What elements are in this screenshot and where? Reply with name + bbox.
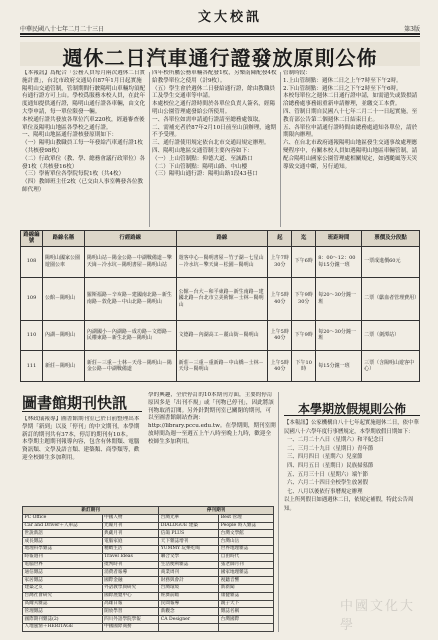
- periodical-cell: Car and Driver＋人車誌: [23, 522, 103, 530]
- table-row: [21, 277, 420, 320]
- table-row: [23, 514, 274, 522]
- periodical-cell: People 時人雜誌: [219, 522, 274, 530]
- periodical-cell: CA Designer: [159, 616, 219, 624]
- route-number: 108: [21, 246, 43, 277]
- route-number: 111: [21, 351, 43, 382]
- holiday-title: 本學期放假規則公佈: [284, 400, 420, 416]
- table-row: [23, 608, 274, 616]
- article-paragraph: 一、各單位如需申請通行證請至總務處領取。: [152, 116, 264, 123]
- column-divider: [280, 72, 281, 227]
- periodical-cell: 聯合文學: [159, 553, 219, 561]
- library-section-title: 圖書館期刊快訊: [22, 392, 142, 412]
- periodicals-table: [22, 506, 274, 632]
- periodical-cell: 新新聞: [219, 584, 274, 592]
- periodical-cell: 國際展覽中心: [102, 592, 159, 600]
- library-paragraph: 【林政儀報導】圖書館期刊室已於日前整理出本學期「新到」以及「停刊」的中文期刊，本學期新訂的期刊共有37本，停訂的期刊有10本。: [22, 416, 140, 438]
- periodical-cell: 時報週刊: [23, 553, 103, 561]
- article-paragraph: 六、在台北市政府通報陽明山地區發生交通事故處理應變程序中，有關本校人員如遇陽明山地區車輛管制，請配合陽明山國家公園管理處相關規定，如遇颱風等天災導致交通中斷，另行通知。: [283, 140, 418, 170]
- holiday-item: 五、五月三十日（星期六）端午節: [287, 471, 368, 478]
- article-column-3: [283, 70, 418, 230]
- periodical-cell: 商業周刊: [159, 569, 219, 577]
- periodical-cell: 國際期刊雜誌(2): [23, 616, 103, 624]
- library-paragraph: 本學期主題期刊報導內容，包含有休閒類、電腦資訊類、文學及語言類、建築類、商學類等，歡迎全校師生多加利用。: [22, 439, 140, 461]
- periodical-cell: 台灣社會研究: [23, 592, 103, 600]
- table-row: [23, 616, 274, 624]
- article-paragraph: 四年校所屬公務車輛各配發1枚，另樂南陳配發4枚給教學單位之使用（計9枚）。: [152, 70, 277, 84]
- article-column-2: [152, 70, 277, 230]
- periodical-cell: 四川外語學院學報: [102, 616, 159, 624]
- paper-name: 文大校訊: [197, 10, 262, 25]
- periodical-cell: DIALOGUE 建築: [159, 522, 219, 530]
- route-path: 內湖國小－內湖路－成功路－文德路－民權東路－新生北路－陽明山: [84, 320, 176, 351]
- route-fare: 一票成進價60元: [362, 246, 420, 277]
- article-paragraph: （一）陽明山教職員工每一年發給汽車通行證1枚（共核發98枚）: [22, 140, 144, 154]
- periodical-cell: 親子天下: [219, 600, 274, 608]
- table-header: 起: [268, 231, 292, 247]
- table-row: [21, 351, 420, 382]
- periodical-cell: 光碟月刊: [102, 522, 159, 530]
- route-fare: 二票（劍潭站）: [362, 320, 420, 351]
- periodical-cell: 消費者報導: [102, 569, 159, 577]
- route-name: 新莊－陽明山: [42, 351, 84, 382]
- bus-schedule-table: [20, 230, 420, 382]
- route-frequency: 每15分鐘一班: [316, 351, 362, 382]
- table-row: [23, 584, 274, 592]
- periodical-cell: 台灣環境: [159, 584, 219, 592]
- article-paragraph: 四、管制日期自民國八十七年二月二十一日起實施，至教育部公告第二個週休二日結束日止。: [283, 108, 418, 123]
- article-paragraph: 二、需補充者於87年2月10日前至山頂辦理，逾期不予受理。: [152, 124, 277, 139]
- table-header: 路線名稱: [42, 231, 84, 247]
- article-paragraph: 1.上山管制點：週休二日之上午7時至下午2時。: [283, 77, 402, 84]
- periodical-cell: 雜誌名稱: [219, 608, 274, 616]
- article-paragraph: （二）行政單位（教、學、總務會議行政單位）各發1枚（共核發16枚）: [22, 155, 146, 170]
- main-headline: 週休二日汽車通行證發放原則公佈: [20, 42, 420, 66]
- periodical-cell: YUMMY 玩樂吃喝: [159, 545, 219, 553]
- periodical-cell: 高雄日報: [102, 600, 159, 608]
- article-paragraph: 管制時段：: [283, 70, 311, 76]
- periodical-cell: 精緻生活: [102, 545, 159, 553]
- periodical-cell: 信鴿 PLUS: [159, 530, 219, 538]
- holiday-item: 六、六月二十四日全校學生放暑假: [287, 480, 368, 487]
- periodical-cell: 人地風情＋HERITAGE: [23, 623, 103, 631]
- table-row: [23, 577, 274, 585]
- article-paragraph: （一）上山管制點：仰德大道、至誠路口: [152, 155, 253, 162]
- periodical-cell: 財務與會計: [159, 577, 219, 585]
- masthead: [20, 6, 420, 38]
- table-header-row: [23, 507, 274, 515]
- periodical-cell: 民間報導: [159, 600, 219, 608]
- route-start: 上午5時40分: [268, 320, 292, 351]
- table-header: 行經路線: [84, 231, 176, 247]
- table-header: 票價及分段點: [362, 231, 420, 247]
- table-row: [21, 320, 420, 351]
- issue-date: 中華民國八十七年二月二十三日: [20, 26, 105, 33]
- route-end: 下午10時: [292, 351, 316, 382]
- periodical-cell: 高爾夫雜誌: [23, 600, 103, 608]
- periodical-cell: 世界地理雜誌: [219, 545, 274, 553]
- periodical-cell: 經濟前瞻: [159, 592, 219, 600]
- article-paragraph: 本校每單位之週休二日通行證申請，如需遺失或毀損請洽總務處事務組重新申請辦理，並繳交工本費。: [283, 93, 418, 108]
- article-paragraph: （四）教師班主任2枚（已交由人事室轉發各位教師代理）: [22, 179, 144, 193]
- article-paragraph: （三）學術單位各學院每院1枚（共4枚）: [22, 171, 125, 178]
- periodical-cell: PC Office: [23, 514, 103, 522]
- library-article-column-2: [148, 392, 276, 506]
- column-divider: [278, 392, 279, 632]
- table-header-row: [21, 231, 420, 247]
- article-paragraph: 四、陽明山地區交通管制主要內容如下：: [152, 147, 253, 154]
- column-divider: [149, 72, 150, 227]
- periodical-cell: 國家地理雜誌: [219, 569, 274, 577]
- periodical-cell: 地理科學雜誌: [23, 545, 103, 553]
- article-paragraph: 五、各單位申請通行證時間由總務處通知各單位，請於期限內辦理。: [283, 124, 418, 139]
- table-row: [21, 246, 420, 277]
- table-row: [23, 569, 274, 577]
- article-paragraph: 一、陽明山地區通行證核發原則如下：: [22, 132, 118, 139]
- table-row: [23, 623, 274, 631]
- table-row: [23, 530, 274, 538]
- route-name: 內湖－陽明山: [42, 320, 84, 351]
- holiday-closing: 以上所列假日如遇週休二日，依規定補假，特此公告周知。: [284, 497, 414, 512]
- route-number: 110: [21, 320, 43, 351]
- route-name: 公館－陽明山: [42, 277, 84, 320]
- periodical-cell: 世說新語: [23, 530, 103, 538]
- periodical-cell: 台灣山岳: [219, 538, 274, 546]
- table-row: [23, 538, 274, 546]
- periodicals-body: [23, 514, 274, 631]
- periodical-cell: 新觀念: [159, 608, 219, 616]
- article-paragraph: 本處校位之通行證時間於各單位負責人簽名，經陽明山公園管理處發給公所使用。: [152, 101, 276, 115]
- periodical-cell: 天下雜誌增刊: [159, 538, 219, 546]
- periodical-cell: 電腦家庭: [102, 538, 159, 546]
- route-path: 羅斯福路－辛亥路－建國南北路－新生南路－敦化路－中山北路－陽明山: [84, 277, 176, 320]
- route-stops: 遊客中心－陽明書屋－竹子湖－七星山－冷水坑－擎天崗－松園－陽明山: [176, 246, 268, 277]
- holiday-item: 二、三月二十九日（星期日）青年節: [287, 445, 374, 452]
- periodical-cell: 康健雜誌: [219, 592, 274, 600]
- periodical-cell: [219, 623, 274, 631]
- table-header: 路線: [176, 231, 268, 247]
- periodical-cell: 通信雜誌: [23, 569, 103, 577]
- route-frequency: 每20～30分鐘一班: [316, 277, 362, 320]
- route-start: 上午5時40分: [268, 277, 292, 320]
- table-row: [23, 561, 274, 569]
- holiday-item: 一、二月二十八日（星期六）和平紀念日: [287, 437, 385, 444]
- route-fare: 二票（獻血者管理費用）: [362, 277, 420, 320]
- route-name: 陽明山國家公園遊園公車: [42, 246, 84, 277]
- article-paragraph: （五）學生會於週休二日發給通行證，餘由教職員工及學生交通車等申請。: [152, 85, 276, 100]
- table-header: 路線編號: [21, 231, 43, 247]
- periodical-cell: 開放學習: [102, 608, 159, 616]
- periodical-cell: 國際金融: [102, 577, 159, 585]
- periodical-cell: 建築之友: [23, 584, 103, 592]
- route-path: 新莊－三重－士林－天母－陽明山－陽金公路－中湖戰備道: [84, 351, 176, 382]
- periodical-cell: 中國人物: [102, 514, 159, 522]
- article-paragraph: 本校通行證共發放各單位汽車220枚，經過審查後單位及陽明山地區各學校之通行證。: [22, 116, 145, 131]
- route-number: 109: [21, 277, 43, 320]
- university-seal-watermark: 中國文化大學: [340, 599, 416, 633]
- library-article-column-1: [22, 416, 142, 506]
- periodical-cell: 自由時代: [219, 553, 274, 561]
- new-periodicals-header: 新訂期刊: [23, 507, 159, 515]
- holiday-intro: 【本報訊】公家機構自八十七年起實施週休二日，依中華民國八十六學年度行事曆規定，本學期放假日期如下：: [284, 420, 419, 435]
- page-number: 第3版: [404, 26, 420, 33]
- route-frequency: 8：00～12：00每15分鐘一班: [316, 246, 362, 277]
- table-row: [23, 553, 274, 561]
- article-paragraph: （三）陽明山通行證：陽明山路1段43巷口: [152, 171, 258, 178]
- article-column-1: [22, 70, 147, 230]
- periodical-cell: 典藏月刊: [102, 530, 159, 538]
- periodical-cell: 台灣光華: [159, 514, 219, 522]
- route-start: 上午7時30分: [268, 246, 292, 277]
- periodical-cell: 電腦世界: [23, 561, 103, 569]
- holiday-item: 四、四月五日（星期日）民族掃墓節: [287, 462, 374, 469]
- periodical-cell: 批判時刊: [102, 561, 159, 569]
- route-stops: 新莊－三重－重新路－中山橋－士林－天母－陽明山: [176, 351, 268, 382]
- periodical-cell: Best 管理: [219, 514, 274, 522]
- route-fare: 三票（含陽明山遊客中心）: [362, 351, 420, 382]
- periodical-cell: 外語教學與研究: [102, 584, 159, 592]
- article-paragraph: 2.下山管制點：週休二日之下午2時至下午6時。: [283, 85, 402, 92]
- route-end: 下午9時: [292, 320, 316, 351]
- library-paragraph: 學的興趣，全於停訂的10本期刊方面，主要的停訂原因多是「出刊不規」或「刊物已停刊」，因此將該刊物取消訂閱。另外針對期刊室已關閉的期刊，可以至圖書館網站查詢：http://library.pccu.edu.tw。在學期間，期刊室開放時間為週一至週五上午八時至晚上九時，歡迎全校師生多加利用。: [148, 392, 276, 445]
- periodical-cell: 視聽音響: [219, 577, 274, 585]
- masthead-rule: [20, 33, 420, 37]
- article-paragraph: （二）下山管制點：陽明山路、中山樓: [152, 163, 248, 170]
- stopped-periodicals-header: 停刊期刊: [159, 507, 274, 515]
- table-row: [23, 600, 274, 608]
- route-path: 陽明山站－陽金公路－中湖戰備道－擎天崗－冷水坑－陽明書屋－陽明山站: [84, 246, 176, 277]
- table-row: [23, 522, 274, 530]
- table-row: [23, 592, 274, 600]
- periodical-cell: 中國國際商務: [102, 623, 159, 631]
- periodical-cell: 生活便利雜誌: [159, 561, 219, 569]
- route-stops: 公館－台大－和平東路－新生南路－建國北路－台北市立美術館－士林－陽明山: [176, 277, 268, 320]
- holiday-item: 三、四月四日（星期六）兒童節: [287, 454, 363, 461]
- holiday-item: 七、八月以後依行事曆規定辦理: [287, 488, 363, 495]
- table-header: 班距時間: [316, 231, 362, 247]
- periodical-cell: [159, 623, 219, 631]
- periodical-cell: Travel Ideas: [102, 553, 159, 561]
- periodical-cell: 張老師月刊: [219, 561, 274, 569]
- article-paragraph: 【本報訊】爲配合「公務人員每月兩次週休二日實施計畫」，台北市政府交通局自87年1月日起實施陽明山交通管制，管制期間行駛陽明山車輛均須配有通行證方可上山。學校爲服務本校人員，在此年度通知提供通行證，陽明山通行證各車輛，由文化大學申請，每一單位限發一輛。: [22, 70, 146, 115]
- periodical-cell: 台灣國際: [219, 616, 274, 624]
- route-stops: 文德路－內湖高工－麗山街－陽明山: [176, 320, 268, 351]
- route-end: 下午6時: [292, 246, 316, 277]
- periodical-cell: 家居雜誌: [23, 577, 103, 585]
- route-end: 下午9時30分: [292, 277, 316, 320]
- route-start: 上午5時40分: [268, 351, 292, 382]
- periodical-cell: 台灣文學館: [219, 530, 274, 538]
- periodical-cell: 管理雜誌: [23, 608, 103, 616]
- article-paragraph: 三、通行證使用規定依台北市交通局規定辦理。: [152, 140, 270, 147]
- table-header: 迄: [292, 231, 316, 247]
- route-frequency: 每20～30分鐘一班: [316, 320, 362, 351]
- periodical-cell: 成長雜誌: [23, 538, 103, 546]
- table-row: [23, 545, 274, 553]
